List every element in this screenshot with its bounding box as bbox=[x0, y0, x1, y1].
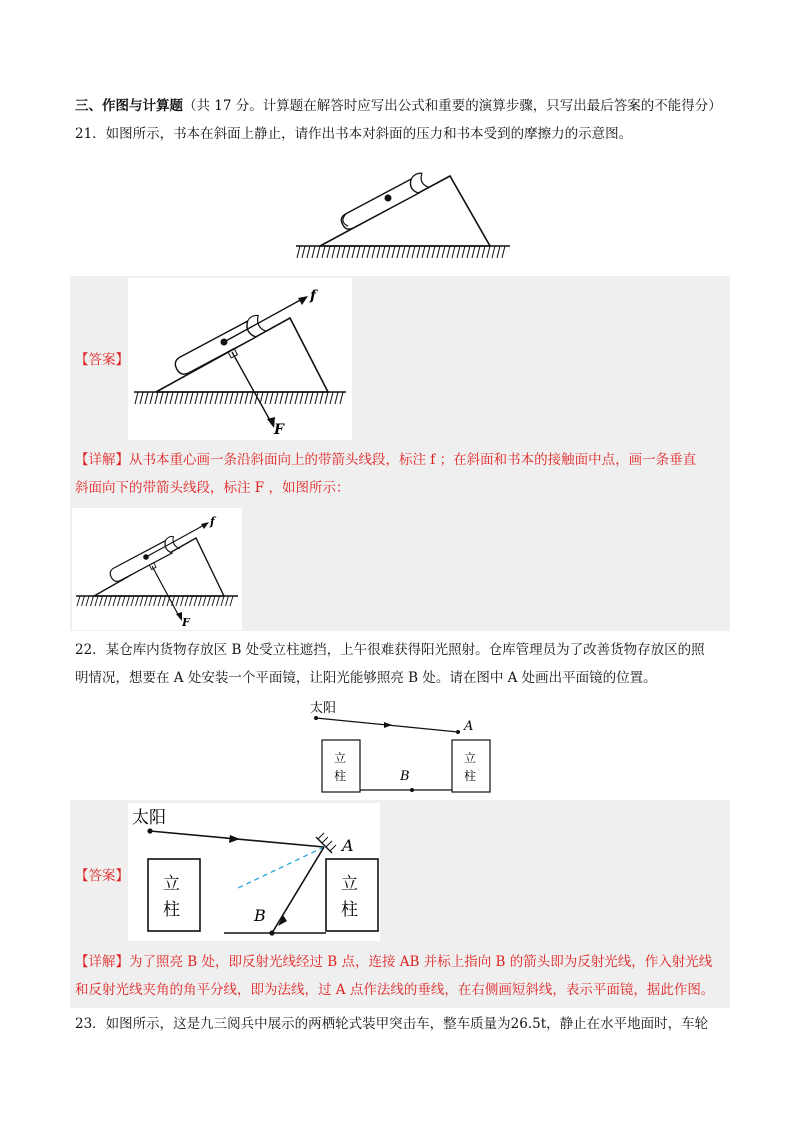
q22-detail-line2: 和反射光线夹角的角平分线，即为法线，过 A 点作法线的垂线，在右侧画短斜线，表示平面镜，据此作图。 bbox=[75, 982, 715, 998]
pillar-right-answer-text1: 立 bbox=[341, 874, 358, 894]
pillar-right bbox=[452, 740, 490, 792]
section-heading bbox=[75, 96, 735, 116]
plane-mirror bbox=[316, 833, 336, 853]
q21-answer-figure bbox=[128, 278, 352, 440]
q22-text-line2: 明情况，想要在 A 处安装一个平面镜，让阳光能够照亮 B 处。请在图中 A 处画出平面镜的位置。 bbox=[75, 670, 657, 686]
q21-figure bbox=[290, 160, 520, 268]
pillar-right-text1: 立 bbox=[464, 751, 477, 765]
q21-detail-line2: 斜面向下的带箭头线段，标注 F ，如图所示： bbox=[75, 480, 350, 496]
label-f-small: f bbox=[210, 515, 215, 528]
label-A-answer: A bbox=[342, 836, 354, 855]
q22-answer-figure bbox=[128, 803, 380, 941]
label-B-answer: B bbox=[254, 906, 266, 925]
section-title: 三、作图与计算题 bbox=[75, 98, 183, 114]
pillar-left-answer-text1: 立 bbox=[163, 874, 180, 894]
q21-text: 21．如图所示，书本在斜面上静止，请作出书本对斜面的压力和书本受到的摩擦力的示意图。 bbox=[75, 126, 633, 142]
section-note: （共 17 分。计算题在解答时应写出公式和重要的演算步骤，只写出最后答案的不能得分） bbox=[183, 98, 722, 114]
q22-detail-line1: 【详解】为了照亮 B 处，即反射光线经过 B 点，连接 AB 并标上指向 B 的箭头即为反射光线，作入射光线 bbox=[75, 954, 713, 970]
q22-figure bbox=[300, 696, 500, 796]
pillar-left-text2: 柱 bbox=[334, 769, 347, 783]
label-F: F bbox=[274, 422, 284, 438]
friction-arrow bbox=[224, 298, 304, 342]
label-B: B bbox=[400, 769, 410, 784]
label-A: A bbox=[464, 719, 474, 734]
label-F-small: F bbox=[182, 616, 190, 629]
book bbox=[338, 172, 429, 232]
q21-detail-line1: 【详解】从书本重心画一条沿斜面向上的带箭头线段，标注 f ；在斜面和书本的接触面中点，画一条垂直 bbox=[75, 452, 697, 468]
pillar-left-answer-text2: 柱 bbox=[163, 900, 180, 920]
q21-detail-figure bbox=[72, 508, 242, 630]
q23-text: 23．如图所示，这是九三阅兵中展示的两栖轮式装甲突击车，整车质量为26.5t，静止在水平地面时，车轮 bbox=[75, 1016, 709, 1032]
sun-label: 太阳 bbox=[310, 701, 337, 716]
sun-label-answer: 太阳 bbox=[132, 808, 166, 828]
center-of-gravity-dot bbox=[385, 195, 392, 202]
pressure-arrow bbox=[232, 352, 272, 424]
label-f: f bbox=[310, 288, 317, 304]
q22-answer-tag: 【答案】 bbox=[75, 868, 129, 884]
q21-answer-tag: 【答案】 bbox=[75, 352, 129, 368]
pillar-right-text2: 柱 bbox=[464, 769, 477, 783]
pillar-right-answer-text2: 柱 bbox=[341, 900, 358, 920]
q22-text-line1: 22．某仓库内货物存放区 B 处受立柱遮挡，上午很难获得阳光照射。仓库管理员为了改善货物存放区的照 bbox=[75, 642, 705, 658]
pillar-left-text1: 立 bbox=[334, 751, 347, 765]
ground bbox=[296, 246, 510, 258]
pillar-left bbox=[322, 740, 360, 792]
